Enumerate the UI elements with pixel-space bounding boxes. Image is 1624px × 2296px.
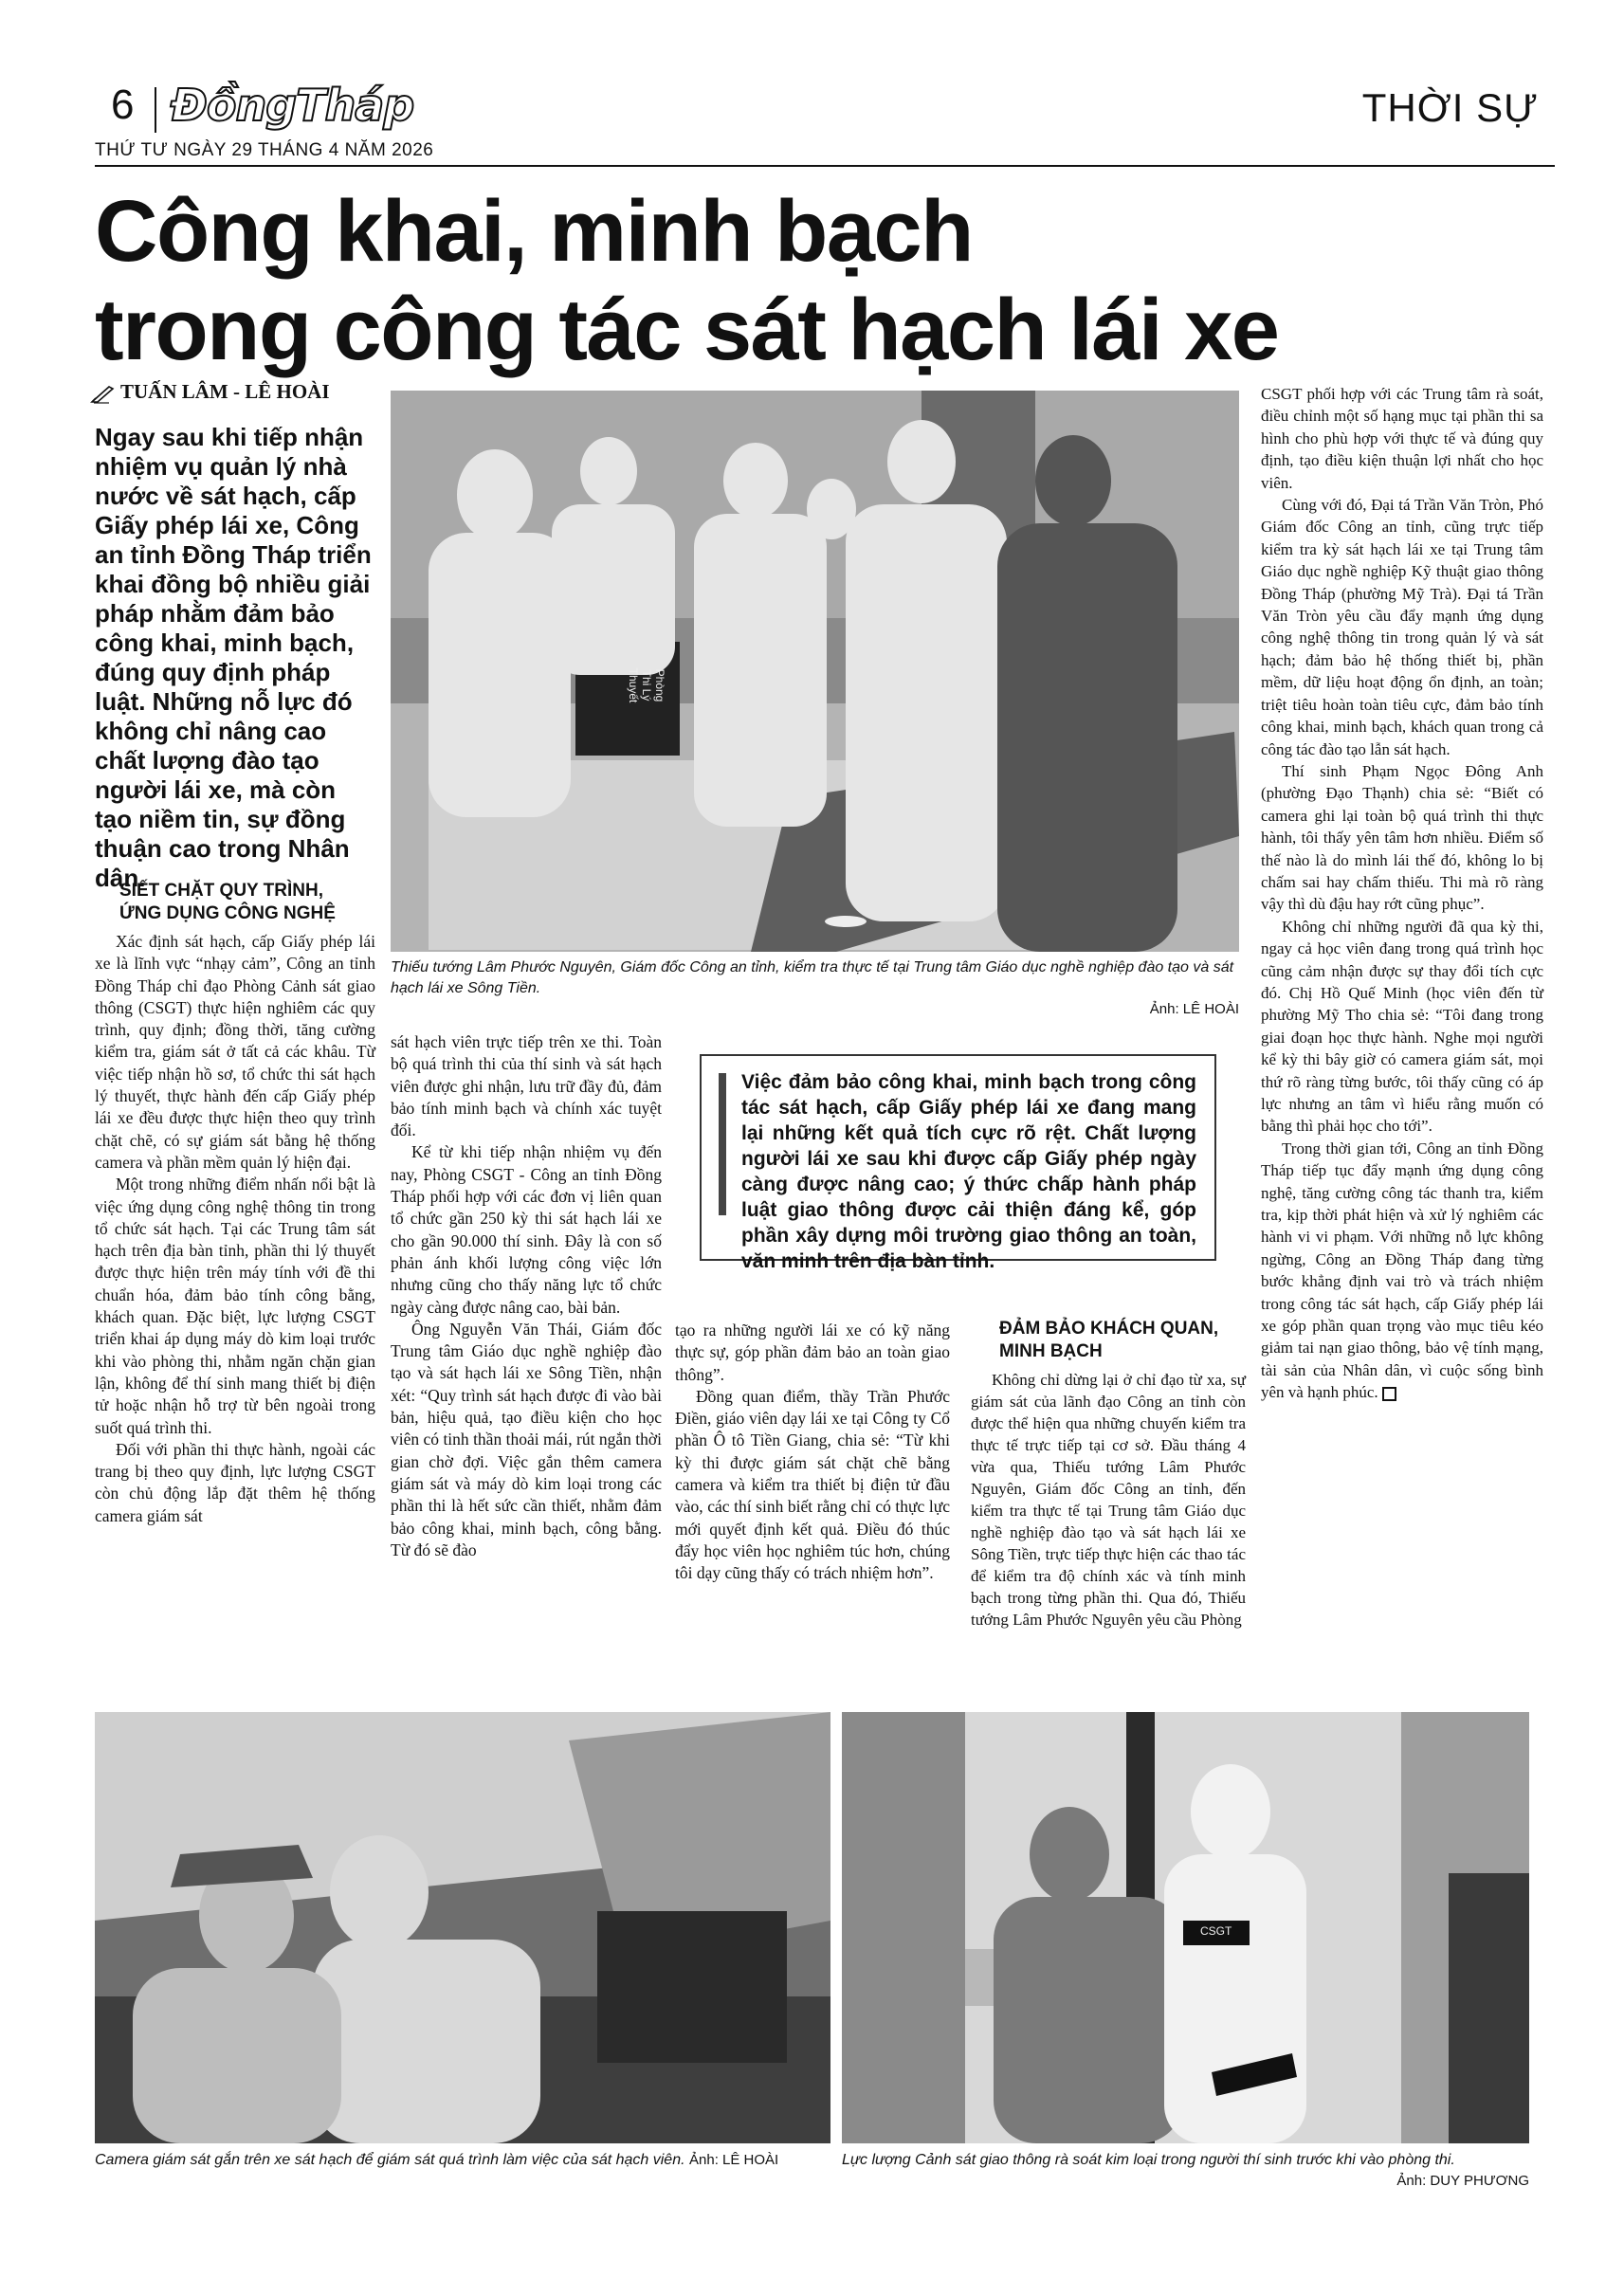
subhead-2 <box>999 1318 1246 1363</box>
paragraph: Thí sinh Phạm Ngọc Đông Anh (phường Đạo Thạnh) chia sẻ: “Biết có camera ghi lại toàn bộ quá trình thi thực hành, tôi thấy yên tâm hơn nhiều. Điểm số thế nào là do mình lái thế đó, không lo bị chấm sai hay chấm thiếu. Thi mà rõ ràng vậy thì dù đậu hay rớt cũng phục”. <box>1261 761 1543 914</box>
photo-camera-caption <box>95 2150 834 2171</box>
caption-text: Camera giám sát gắn trên xe sát hạch để giám sát quá trình làm việc của sát hạch viên. <box>95 2152 685 2168</box>
photo-metal-detector <box>842 1712 1529 2143</box>
paragraph: Xác định sát hạch, cấp Giấy phép lái xe là lĩnh vực “nhạy cảm”, Công an tỉnh Đồng Tháp chỉ đạo Phòng Cảnh sát giao thông (CSGT) thực hiện nghiêm các quy trình, quy định; đồng thời, tăng cường kiểm tra, giám sát ở tất cả các khâu. Từ việc tiếp nhận hồ sơ, tổ chức thi sát hạch lý thuyết, thực hành đến cấp Giấy phép lái xe đều được thực hiện theo quy trình chặt chẽ, có sự giám sát bằng hệ thống camera và phần mềm quản lý hiện đại. <box>95 932 375 1172</box>
photo-credit: Ảnh: LÊ HOÀI <box>1149 1001 1239 1017</box>
paragraph: Đối với phần thi thực hành, ngoài các trang bị theo quy định, lực lượng CSGT còn chủ động lắp đặt thêm hệ thống camera giám sát <box>95 1439 375 1525</box>
closing-paragraph: Trong thời gian tới, Công an tỉnh Đồng Tháp tiếp tục đẩy mạnh ứng dụng công nghệ, tăng cường công tác thanh tra, kiểm tra, kịp thời phát hiện và xử lý nghiêm các hành vi vi phạm. Với những nỗ lực không ngừng, Công an Đồng Tháp đang từng bước khẳng định vai trò và trách nhiệm trong công tác sát hạch, cấp Giấy phép lái xe góp phần quan trọng vào mục tiêu kéo giảm tai nạn giao thông, bảo vệ tính mạng, tài sản của Nhân dân, vì cuộc sống bình yên và hạnh phúc. <box>1261 1139 1543 1402</box>
caption-text: Lực lượng Cảnh sát giao thông rà soát kim loại trong người thí sinh trước khi vào phòng thi. <box>842 2152 1455 2168</box>
paragraph: tạo ra những người lái xe có kỹ năng thực sự, góp phần đảm bảo an toàn giao thông”. <box>675 1321 950 1384</box>
paragraph: Kể từ khi tiếp nhận nhiệm vụ đến nay, Phòng CSGT - Công an tỉnh Đồng Tháp phối hợp với các đơn vị liên quan tổ chức gần 250 kỳ thi sát hạch lái xe cho gần 90.000 thí sinh. Đây là con số phản ánh khối lượng công việc lớn nhưng cũng cho thấy năng lực tổ chức ngày càng được nâng cao, bài bản. <box>391 1142 662 1317</box>
pull-quote-box <box>700 1054 1216 1272</box>
masthead-divider <box>155 87 156 133</box>
byline <box>90 380 330 404</box>
section-title: THỜI SỰ <box>1361 85 1539 130</box>
column-1 <box>95 931 375 1527</box>
photo-camera-in-car <box>95 1712 830 2143</box>
detector-label: CSGT <box>1200 1924 1232 1938</box>
column-4 <box>971 1369 1246 1631</box>
paragraph: sát hạch viên trực tiếp trên xe thi. Toàn bộ quá trình thi của thí sinh và sát hạch viên được ghi nhận, lưu trữ đầy đủ, đảm bảo tính minh bạch và chính xác tuyệt đối. <box>391 1032 662 1140</box>
pull-quote-bar <box>719 1073 726 1215</box>
pen-icon <box>90 383 115 404</box>
paragraph: Không chỉ dừng lại ở chỉ đạo từ xa, sự giám sát của lãnh đạo Công an tỉnh còn được thể hiện qua những chuyến kiểm tra thực tế trực tiếp tại cơ sở. Đầu tháng 4 vừa qua, Thiếu tướng Lâm Phước Nguyên, Giám đốc Công an tỉnh, đến kiểm tra thực tế tại Trung tâm Giáo dục nghề nghiệp đào tạo và sát hạch lái xe Sông Tiền, trực tiếp thực hiện các thao tác để kiểm tra độ chính xác và tính minh bạch trong từng phần thi. Qua đó, Thiếu tướng Lâm Phước Nguyên yêu cầu Phòng <box>971 1371 1246 1629</box>
subhead-1-line-1: SIẾT CHẶT QUY TRÌNH, <box>119 881 323 901</box>
subhead-2-line-2: MINH BẠCH <box>999 1341 1103 1361</box>
headline-line-1: Công khai, minh bạch <box>95 183 973 280</box>
paragraph: Đồng quan điểm, thầy Trần Phước Điền, giáo viên dạy lái xe tại Công ty Cổ phần Ô tô Tiền Giang, chia sẻ: “Từ khi kỳ thi được giám sát chặt chẽ bằng camera và kiểm tra thiết bị điện tử đầu vào, các thí sinh biết rằng chỉ có thực lực mới quyết định kết quả. Điều đó thúc đẩy học viên học nghiêm túc hơn, chúng tôi dạy cũng thấy có trách nhiệm hơn”. <box>675 1386 950 1583</box>
page-number: 6 <box>111 82 135 128</box>
exam-room-box-label: Phòng Thi Lý Thuyết <box>627 667 666 703</box>
headline-line-2: trong công tác sát hạch lái xe <box>95 282 1279 378</box>
dateline: THỨ TƯ NGÀY 29 THÁNG 4 NĂM 2026 <box>95 140 434 160</box>
photo-inspection <box>391 391 1239 952</box>
lede: Ngay sau khi tiếp nhận nhiệm vụ quản lý nhà nước về sát hạch, cấp Giấy phép lái xe, Công an tỉnh Đồng Tháp triển khai đồng bộ nhiều giải pháp nhằm đảm bảo công khai, minh bạch, đúng quy định pháp luật. Những nỗ lực đó không chỉ nâng cao chất lượng đào tạo người lái xe, mà còn tạo niềm tin, sự đồng thuận cao trong Nhân dân. <box>95 423 372 892</box>
end-mark-icon <box>1382 1387 1396 1401</box>
photo-inspection-caption <box>391 957 1239 1020</box>
photo-credit: Ảnh: LÊ HOÀI <box>689 2152 779 2168</box>
headline <box>95 182 1555 379</box>
paragraph: CSGT phối hợp với các Trung tâm rà soát, điều chỉnh một số hạng mục tại phần thi sa hình cho phù hợp với thực tế và đúng quy định, tạo điều kiện thuận lợi nhất cho học viên. <box>1261 385 1543 492</box>
byline-text: TUẤN LÂM - LÊ HOÀI <box>120 380 330 403</box>
subhead-2-line-1: ĐẢM BẢO KHÁCH QUAN, <box>999 1319 1219 1339</box>
caption-text: Thiếu tướng Lâm Phước Nguyên, Giám đốc Công an tỉnh, kiểm tra thực tế tại Trung tâm Giáo dục nghề nghiệp đào tạo và sát hạch lái xe Sông Tiền. <box>391 959 1234 996</box>
subhead-1 <box>119 880 375 925</box>
photo-detector-caption <box>842 2150 1529 2192</box>
paragraph: Ông Nguyễn Văn Thái, Giám đốc Trung tâm Giáo dục nghề nghiệp đào tạo và sát hạch lái xe Sông Tiền, nhận xét: “Quy trình sát hạch được đi vào bài bản, hiệu quả, tạo điều kiện cho học viên có tinh thần thoải mái, rút ngắn thời gian chờ đợi. Việc gắn thêm camera giám sát và máy dò kim loại trong các phần thi là hết sức cần thiết, nhằm đảm bảo công khai, minh bạch, công bằng. Từ đó sẽ đào <box>391 1319 662 1559</box>
paragraph <box>1261 1138 1543 1404</box>
photo-credit: Ảnh: DUY PHƯƠNG <box>1396 2173 1529 2189</box>
newspaper-logo: ĐồngTháp <box>171 80 414 131</box>
column-5 <box>1261 383 1543 1404</box>
paragraph: Không chỉ những người đã qua kỳ thi, ngay cả học viên đang trong quá trình học cũng cảm nhận được sự thay đổi tích cực đó. Chị Hồ Quế Minh (học viên đến từ phường Mỹ Tho chia sẻ: “Tôi đang trong giai đoạn học thực hành. Nghe mọi người kể kỳ thi bây giờ có camera giám sát, mọi thứ rõ ràng từng bước, tôi thấy cũng có áp lực nhưng an tâm vì hiểu rằng muốn có bằng thì phải học cho tới”. <box>1261 917 1543 1136</box>
paragraph: Cùng với đó, Đại tá Trần Văn Tròn, Phó Giám đốc Công an tỉnh, cũng trực tiếp kiểm tra kỳ sát hạch lái xe tại Trung tâm Giáo dục nghề nghiệp Kỹ thuật giao thông Đồng Tháp (phường Mỹ Trà). Đại tá Trần Văn Tròn yêu cầu đẩy mạnh ứng dụng công nghệ thông tin trong quản lý và sát hạch; đảm bảo hệ thống thiết bị, phần mềm, dữ liệu hoạt động ổn định, an toàn; triệt tiêu hoàn toàn tiêu cực, đảm bảo tính công khai, minh bạch, khách quan trong cả công tác đào tạo lẫn sát hạch. <box>1261 496 1543 758</box>
subhead-1-line-2: ỨNG DỤNG CÔNG NGHỆ <box>119 903 336 923</box>
masthead-rule <box>95 165 1555 167</box>
pull-quote-text: Việc đảm bảo công khai, minh bạch trong công tác sát hạch, cấp Giấy phép lái xe đang mang lại những kết quả tích cực rõ rệt. Chất lượng người lái xe sau khi được cấp Giấy phép ngày càng được nâng cao; ý thức chấp hành pháp luật giao thông được cải thiện đáng kể, góp phần xây dựng môi trường giao thông an toàn, văn minh trên địa bàn tỉnh. <box>741 1071 1196 1272</box>
column-2 <box>391 1031 662 1561</box>
column-3 <box>675 1320 950 1585</box>
paragraph: Một trong những điểm nhấn nổi bật là việc ứng dụng công nghệ thông tin trong tổ chức sát hạch. Tại các Trung tâm sát hạch trên địa bàn tỉnh, phần thi lý thuyết được thực hiện trên máy tính với đề thi chuẩn hóa, đảm bảo tính công bằng, khách quan. Đặc biệt, lực lượng CSGT triển khai áp dụng máy dò kim loại trước khi vào phòng thi, nhằm ngăn chặn gian lận, không để thí sinh mang thiết bị điện tử hoặc nhận hỗ trợ từ bên ngoài trong suốt quá trình thi. <box>95 1175 375 1437</box>
